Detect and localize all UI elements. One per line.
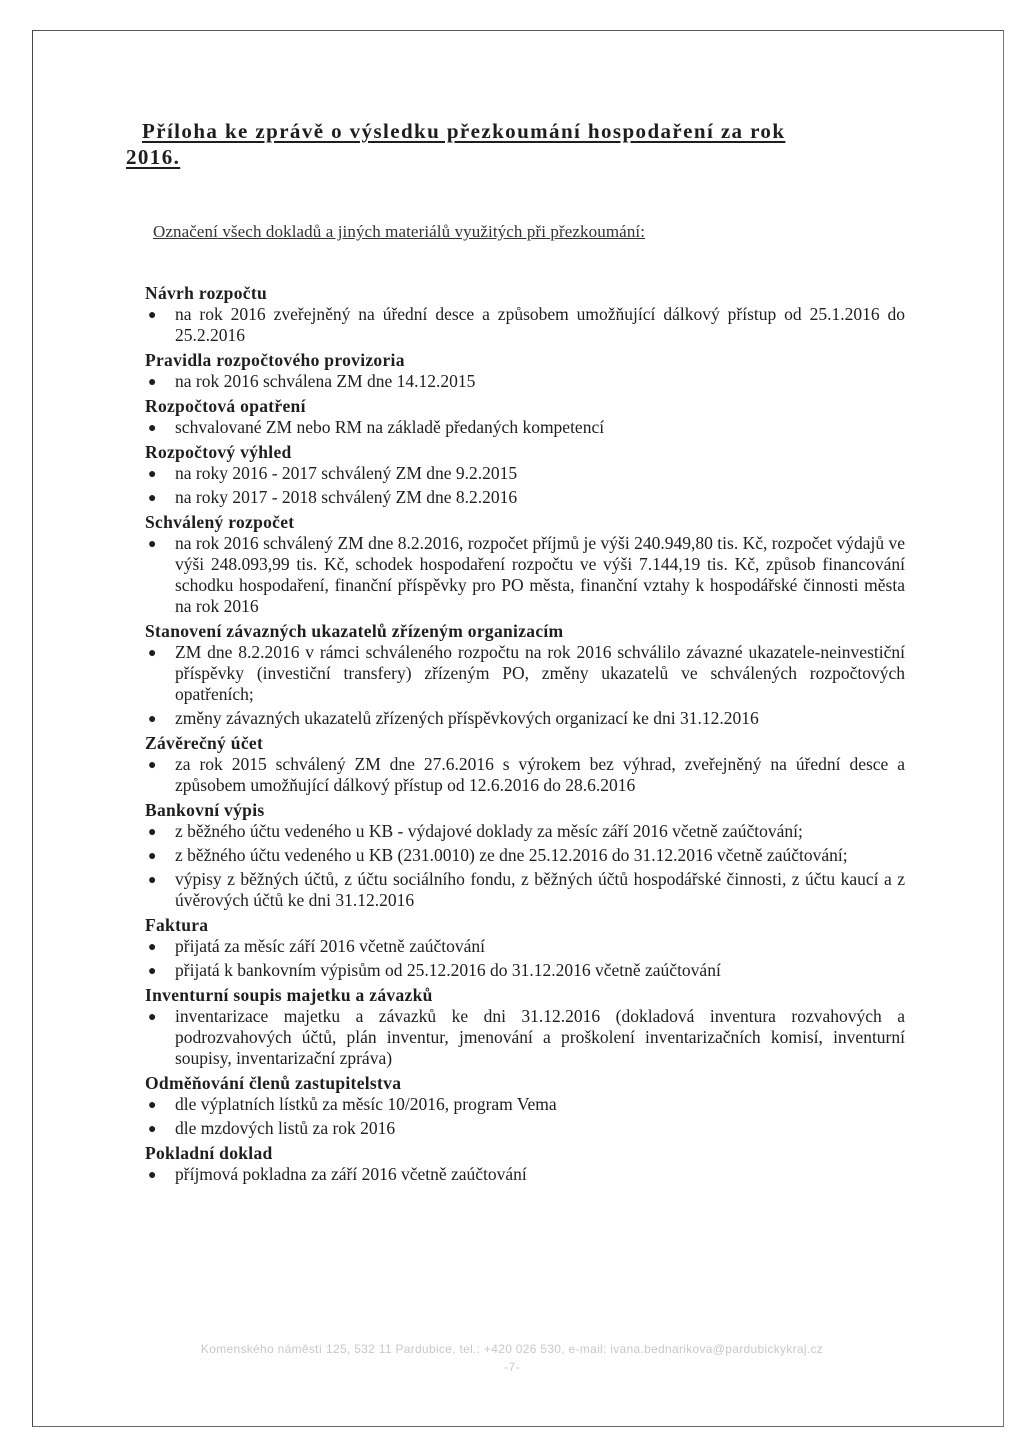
bullet-icon: ● bbox=[148, 1168, 157, 1183]
list-item bbox=[145, 533, 905, 617]
section bbox=[145, 511, 905, 617]
title-line-2: 2016. bbox=[126, 145, 181, 169]
page-footer bbox=[0, 1340, 1024, 1376]
list-item bbox=[145, 417, 905, 438]
list-item-text: změny závazných ukazatelů zřízených příspěvkových organizací ke dni 31.12.2016 bbox=[175, 708, 759, 728]
list-item bbox=[145, 754, 905, 796]
section bbox=[145, 349, 905, 392]
list-item-text: inventarizace majetku a závazků ke dni 31.12.2016 (dokladová inventura rozvahových a podrozvahových účtů, plán inventur, jmenování a proškolení inventarizačních komisí, inventurní soupisy, inventarizační zpráva) bbox=[175, 1006, 905, 1068]
section-heading: Rozpočtový výhled bbox=[145, 442, 292, 462]
section-heading: Inventurní soupis majetku a závazků bbox=[145, 985, 433, 1005]
section bbox=[145, 1142, 905, 1185]
section-heading: Schválený rozpočet bbox=[145, 512, 295, 532]
list-item bbox=[145, 371, 905, 392]
list-item-text: na rok 2016 schválena ZM dne 14.12.2015 bbox=[175, 371, 476, 391]
title-line-1: Příloha ke zprávě o výsledku přezkoumání hospodaření za rok bbox=[142, 119, 786, 143]
list-item bbox=[145, 463, 905, 484]
list-item-text: z běžného účtu vedeného u KB (231.0010) ze dne 25.12.2016 do 31.12.2016 včetně zaúčtování; bbox=[175, 845, 848, 865]
bullet-icon: ● bbox=[148, 712, 157, 727]
bullet-icon: ● bbox=[148, 758, 157, 773]
bullet-list bbox=[145, 754, 905, 796]
sections-list bbox=[145, 282, 905, 1185]
list-item-text: dle mzdových listů za rok 2016 bbox=[175, 1118, 396, 1138]
bullet-icon: ● bbox=[148, 1098, 157, 1113]
section bbox=[145, 282, 905, 346]
subtitle: Označení všech dokladů a jiných materiálů využitých při přezkoumání: bbox=[153, 222, 646, 241]
list-item bbox=[145, 487, 905, 508]
bullet-list bbox=[145, 417, 905, 438]
section-heading: Stanovení závazných ukazatelů zřízeným organizacím bbox=[145, 621, 564, 641]
list-item bbox=[145, 1094, 905, 1115]
list-item-text: na rok 2016 schválený ZM dne 8.2.2016, rozpočet příjmů je výši 240.949,80 tis. Kč, rozpočet výdajů ve výši 248.093,99 tis. Kč, schodek hospodaření rozpočtu ve výši 7.144,19 tis. Kč, způsob financování schodku hospodaření, finanční příspěvky pro PO města, finanční vztahy k hospodářské činnosti města na rok 2016 bbox=[175, 533, 905, 616]
bullet-icon: ● bbox=[148, 646, 157, 661]
list-item-text: schvalované ZM nebo RM na základě předaných kompetencí bbox=[175, 417, 605, 437]
bullet-icon: ● bbox=[148, 467, 157, 482]
list-item bbox=[145, 936, 905, 957]
bullet-list bbox=[145, 936, 905, 981]
list-item-text: přijatá za měsíc září 2016 včetně zaúčtování bbox=[175, 936, 485, 956]
list-item-text: příjmová pokladna za září 2016 včetně zaúčtování bbox=[175, 1164, 527, 1184]
section bbox=[145, 620, 905, 729]
list-item bbox=[145, 304, 905, 346]
section-heading: Rozpočtová opatření bbox=[145, 396, 306, 416]
bullet-list bbox=[145, 1094, 905, 1139]
bullet-list bbox=[145, 642, 905, 729]
page-number: -7- bbox=[504, 1360, 520, 1374]
bullet-list bbox=[145, 1006, 905, 1069]
section-heading: Odměňování členů zastupitelstva bbox=[145, 1073, 402, 1093]
section bbox=[145, 799, 905, 911]
list-item bbox=[145, 869, 905, 911]
section-heading: Závěrečný účet bbox=[145, 733, 264, 753]
list-item-text: ZM dne 8.2.2016 v rámci schváleného rozpočtu na rok 2016 schválilo závazné ukazatele-neinvestiční příspěvky (investiční transfery) zřízeným PO, změny ukazatelů ve schválených rozpočtových opatřeních; bbox=[175, 642, 905, 704]
list-item-text: za rok 2015 schválený ZM dne 27.6.2016 s výrokem bez výhrad, zveřejněný na úřední desce a způsobem umožňující dálkový přístup od 12.6.2016 do 28.6.2016 bbox=[175, 754, 905, 795]
bullet-icon: ● bbox=[148, 1010, 157, 1025]
list-item bbox=[145, 708, 905, 729]
list-item bbox=[145, 1118, 905, 1139]
list-item bbox=[145, 1164, 905, 1185]
bullet-icon: ● bbox=[148, 537, 157, 552]
bullet-icon: ● bbox=[148, 825, 157, 840]
list-item bbox=[145, 642, 905, 705]
list-item bbox=[145, 821, 905, 842]
list-item bbox=[145, 960, 905, 981]
bullet-icon: ● bbox=[148, 1122, 157, 1137]
list-item-text: na roky 2017 - 2018 schválený ZM dne 8.2.2016 bbox=[175, 487, 518, 507]
list-item-text: výpisy z běžných účtů, z účtu sociálního fondu, z běžných účtů hospodářské činnosti, z účtu kaucí a z úvěrových účtů ke dni 31.12.2016 bbox=[175, 869, 905, 910]
list-item-text: na rok 2016 zveřejněný na úřední desce a způsobem umožňující dálkový přístup od 25.1.2016 do 25.2.2016 bbox=[175, 304, 905, 345]
section bbox=[145, 1072, 905, 1139]
section-heading: Pokladní doklad bbox=[145, 1143, 273, 1163]
section bbox=[145, 395, 905, 438]
bullet-list bbox=[145, 1164, 905, 1185]
page-title bbox=[126, 118, 905, 170]
section-heading: Faktura bbox=[145, 915, 209, 935]
bullet-list bbox=[145, 533, 905, 617]
list-item-text: z běžného účtu vedeného u KB - výdajové doklady za měsíc září 2016 včetně zaúčtování; bbox=[175, 821, 803, 841]
list-item bbox=[145, 1006, 905, 1069]
bullet-list bbox=[145, 371, 905, 392]
bullet-icon: ● bbox=[148, 375, 157, 390]
bullet-icon: ● bbox=[148, 964, 157, 979]
bullet-icon: ● bbox=[148, 421, 157, 436]
bullet-list bbox=[145, 821, 905, 911]
section-heading: Bankovní výpis bbox=[145, 800, 265, 820]
bullet-icon: ● bbox=[148, 849, 157, 864]
section bbox=[145, 732, 905, 796]
section-heading: Návrh rozpočtu bbox=[145, 283, 267, 303]
bullet-icon: ● bbox=[148, 940, 157, 955]
bullet-list bbox=[145, 304, 905, 346]
list-item-text: na roky 2016 - 2017 schválený ZM dne 9.2.2015 bbox=[175, 463, 518, 483]
section bbox=[145, 441, 905, 508]
bullet-icon: ● bbox=[148, 491, 157, 506]
footer-address: Komenského náměstí 125, 532 11 Pardubice, tel.: +420 026 530, e-mail: ivana.bednarikova@pardubickykraj.cz bbox=[200, 1342, 824, 1356]
section-heading: Pravidla rozpočtového provizoria bbox=[145, 350, 405, 370]
bullet-list bbox=[145, 463, 905, 508]
bullet-icon: ● bbox=[148, 873, 157, 888]
document-body bbox=[126, 118, 905, 1188]
bullet-icon: ● bbox=[148, 308, 157, 323]
list-item-text: přijatá k bankovním výpisům od 25.12.2016 do 31.12.2016 včetně zaúčtování bbox=[175, 960, 721, 980]
section bbox=[145, 984, 905, 1069]
list-item bbox=[145, 845, 905, 866]
list-item-text: dle výplatních lístků za měsíc 10/2016, program Vema bbox=[175, 1094, 557, 1114]
section bbox=[145, 914, 905, 981]
